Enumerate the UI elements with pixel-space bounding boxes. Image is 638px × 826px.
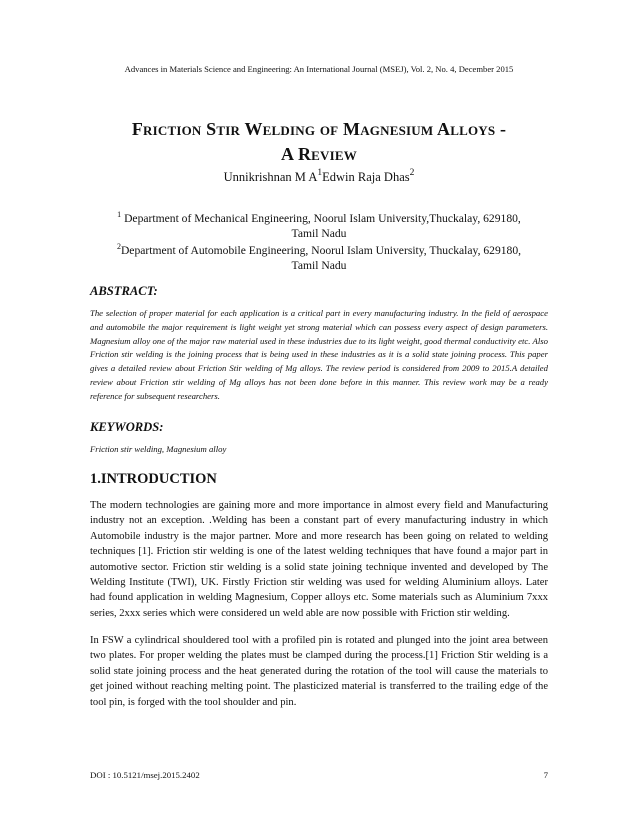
title-line-2: A Review <box>281 144 357 164</box>
doi-text: DOI : 10.5121/msej.2015.2402 <box>90 770 200 780</box>
affiliation-1-sup: 1 <box>117 210 122 219</box>
paper-title <box>80 117 558 167</box>
author-1-name: Unnikrishnan M A <box>223 170 318 184</box>
affiliation-2-sup: 2 <box>116 242 121 251</box>
affiliation-1-line-1: Department of Mechanical Engineering, Noorul Islam University,Thuckalay, 629180, <box>124 212 521 225</box>
affiliation-1-line-2: Tamil Nadu <box>291 227 347 240</box>
author-line <box>90 170 548 185</box>
abstract-heading: ABSTRACT: <box>90 284 158 298</box>
keywords-heading: KEYWORDS: <box>90 420 164 434</box>
author-2-name: Edwin Raja Dhas <box>322 170 410 184</box>
title-line-1: Friction Stir Welding of Magnesium Alloys - <box>131 119 507 139</box>
affiliation-1 <box>90 211 548 241</box>
introduction-paragraph-1: The modern technologies are gaining more and more importance in almost every field and Manufacturing industry not an exception. .Welding has been a constant part of every manufacturing industry in which Automobile industry is the major partner. More and more research has been going on related to welding techniques [1]. Friction stir welding is one of the latest welding techniques that have found a major part in automotive sector. Friction stir welding is a solid state joining technique invented and developed by The Welding Institute (TWI), UK. Firstly Friction stir welding was used for welding Aluminium alloys. Later had found application in welding Magnesium, Copper alloys etc. Some materials such as Aluminium 7xxx series, 2xxx series which were considered un weld able are now possible with Friction stir welding. <box>90 500 548 619</box>
affiliation-2 <box>90 243 548 273</box>
abstract-text: The selection of proper material for each application is a critical part in every manufacturing industry. In the field of aerospace and automobile the major requirement is light weight yet strong material which can possess every aspect of design parameters. Magnesium alloy one of the major raw material used in these industries due to its light weight, good thermal conductivity etc. Also Friction stir welding is the joining process that is being used in these industries as it is a solid state joining process. This paper gives a detailed review about Friction Stir welding of Mg alloys. The review period is considered from 2009 to 2015.A detailed review about Friction stir welding of Mg alloys has not been done before in this manner. This review work may be a ready reference for subsequent researchers. <box>90 308 548 401</box>
running-header: Advances in Materials Science and Engineering: An International Journal (MSEJ), Vol. 2, No. 4, December 2015 <box>124 64 514 74</box>
author-1-sup: 1 <box>317 168 323 178</box>
keywords-text: Friction stir welding, Magnesium alloy <box>90 444 227 454</box>
author-2-sup: 2 <box>409 168 415 178</box>
introduction-paragraph-2: In FSW a cylindrical shouldered tool with a profiled pin is rotated and plunged into the joint area between two plates. For proper welding the plates must be clamped during the process.[1] Friction Stir welding is a solid state joining process and the heat generated during the rotation of the tool will cause the materials to get joined without reaching melting point. The plasticized material is transferred to the trailing edge of the tool pin, is forged with the tool shoulder and pin. <box>90 635 548 708</box>
introduction-heading: 1.INTRODUCTION <box>90 471 217 487</box>
affiliation-2-line-1: Department of Automobile Engineering, Noorul Islam University, Thuckalay, 629180, <box>120 244 522 257</box>
affiliation-2-line-2: Tamil Nadu <box>291 259 347 272</box>
page-number: 7 <box>543 770 548 780</box>
